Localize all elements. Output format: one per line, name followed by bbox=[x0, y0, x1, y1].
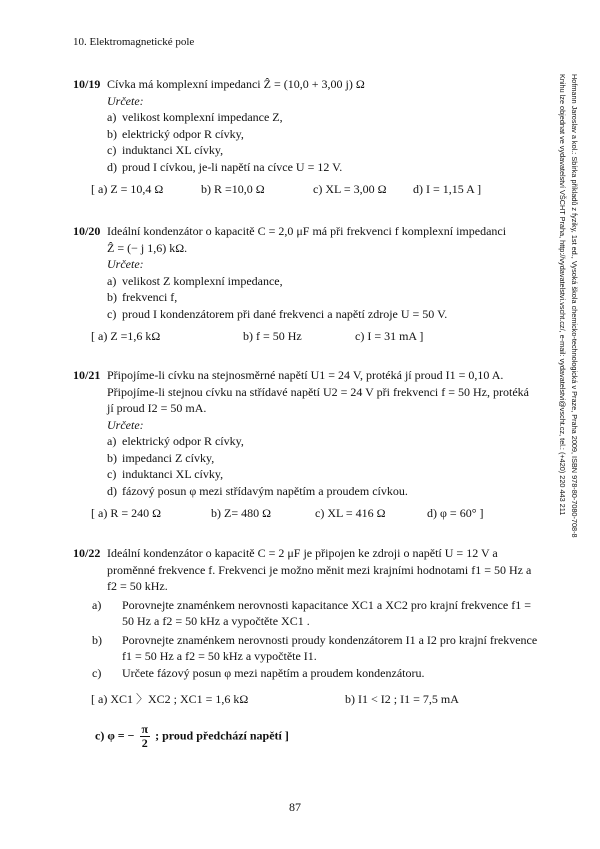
answers bbox=[91, 691, 538, 709]
item-text: induktanci XL cívky, bbox=[122, 467, 224, 481]
problem-number: 10/21 bbox=[73, 368, 101, 382]
answers bbox=[91, 181, 538, 199]
answer: c) XL = 416 Ω bbox=[315, 506, 386, 520]
item-letter: b) bbox=[107, 290, 117, 304]
item-text: elektrický odpor R cívky, bbox=[122, 434, 244, 448]
answers bbox=[91, 328, 538, 346]
problem-intro: Ideální kondenzátor o kapacitě C = 2,0 μF má při frekvenci f komplexní impedanci bbox=[107, 224, 507, 238]
problem-10-22 bbox=[73, 545, 538, 750]
item-letter: c) bbox=[107, 143, 117, 157]
fraction-numerator: π bbox=[141, 722, 149, 736]
item-text: impedanci Z cívky, bbox=[122, 450, 215, 465]
problem-number: 10/20 bbox=[73, 224, 101, 238]
problem-intro-2: Ẑ = (− j 1,6) kΩ. bbox=[107, 240, 188, 255]
side-note-line-1: Hofmann Jaroslav a kol.: Sbírka příkladů z fyziky, 1st ed., Vysoká škola chemicko-technologická v Praze, Praha 2009, ISBN 978-80-7080-708-8 bbox=[570, 74, 579, 538]
item-text: Porovnejte znaménkem nerovnosti proudy kondenzátorem I1 a I2 pro krajní frekvence f1 = 50 Hz a f2 = 50 kHz a vypočtěte I1. bbox=[122, 632, 538, 663]
task-label: Určete: bbox=[107, 417, 144, 432]
problem-10-21 bbox=[73, 367, 538, 523]
item-text: proud I kondenzátorem při dané frekvenci a napětí zdroje U = 50 V. bbox=[122, 306, 448, 321]
page-number: 87 bbox=[289, 800, 301, 814]
fraction-denominator: 2 bbox=[141, 736, 148, 750]
task-label: Určete: bbox=[107, 257, 144, 271]
item-text: velikost Z komplexní impedance, bbox=[122, 273, 283, 288]
answer: [ a) Z = 10,4 Ω bbox=[91, 182, 164, 196]
item-letter: a) bbox=[92, 597, 102, 612]
item-letter: a) bbox=[107, 434, 117, 448]
side-note-line-2: Knihu lze objednat ve vydavatelství VŠCHT Praha, http://vydavatelstvi.vscht.cz/, e-mail: vydavatelstvi@vscht.cz, tel.: (+420) 220 443 211 bbox=[558, 74, 567, 516]
answer: b) Z= 480 Ω bbox=[211, 506, 272, 520]
task-label: Určete: bbox=[107, 93, 144, 108]
answer: c) XL = 3,00 Ω bbox=[313, 182, 387, 196]
problem-intro: Cívka má komplexní impedanci Ẑ = (10,0 + 3,00 j) Ω bbox=[107, 77, 365, 91]
answer: b) R =10,0 Ω bbox=[201, 182, 265, 196]
item-letter: c) bbox=[92, 665, 102, 680]
answer: c) I = 31 mA ] bbox=[355, 329, 424, 343]
answer: d) φ = 60° ] bbox=[427, 506, 484, 520]
item-text: velikost komplexní impedance Z, bbox=[122, 110, 283, 124]
item-letter: a) bbox=[107, 273, 117, 288]
answer: [ a) XC1 〉XC2 ; XC1 = 1,6 kΩ bbox=[91, 692, 249, 706]
problem-number: 10/19 bbox=[73, 77, 101, 91]
item-text: frekvenci f, bbox=[122, 290, 178, 304]
item-letter: b) bbox=[92, 632, 102, 647]
item-letter: c) bbox=[107, 467, 117, 481]
answer: [ a) Z =1,6 kΩ bbox=[91, 329, 161, 343]
side-note bbox=[556, 74, 592, 574]
item-letter: a) bbox=[107, 110, 117, 124]
item-text: proud I cívkou, je-li napětí na cívce U = 12 V. bbox=[122, 159, 343, 174]
item-letter: b) bbox=[107, 450, 117, 465]
item-text: elektrický odpor R cívky, bbox=[122, 126, 244, 141]
item-letter: b) bbox=[107, 126, 117, 141]
problem-10-20 bbox=[73, 223, 538, 346]
answer: d) I = 1,15 A ] bbox=[413, 182, 482, 196]
fraction bbox=[140, 723, 151, 750]
item-text: Určete fázový posun φ mezi napětím a proudem kondenzátoru. bbox=[122, 665, 425, 680]
chapter-header: 10. Elektromagnetické pole bbox=[73, 36, 195, 48]
item-text: Porovnejte znaménkem nerovnosti kapacitance XC1 a XC2 pro krajní frekvence f1 = 50 Hz a f2 = 50 kHz a vypočtěte XC1 . bbox=[122, 597, 531, 628]
answer: b) I1 < I2 ; I1 = 7,5 mA bbox=[345, 692, 459, 706]
answer: [ a) R = 240 Ω bbox=[91, 506, 162, 520]
problem-number: 10/22 bbox=[73, 546, 101, 560]
answer-c-suffix: ; proud předchází napětí ] bbox=[155, 728, 289, 743]
item-letter: d) bbox=[107, 483, 117, 498]
answer-c-prefix: c) φ = − bbox=[95, 728, 135, 743]
item-letter: d) bbox=[107, 159, 117, 174]
answer: b) f = 50 Hz bbox=[243, 329, 302, 343]
item-text: fázový posun φ mezi střídavým napětím a proudem cívkou. bbox=[122, 483, 408, 498]
problem-intro: Připojíme-li cívku na stejnosměrné napětí U1 = 24 V, protéká jí proud I1 = 0,10 A. Připojíme-li stejnou cívku na střídavé napětí U2 = 24 V při frekvenci f = 50 Hz, protéká jí proud I2 = 50 mA. bbox=[107, 368, 529, 415]
problem-10-19 bbox=[73, 76, 538, 199]
answer-c bbox=[95, 723, 538, 750]
problem-intro: Ideální kondenzátor o kapacitě C = 2 μF je připojen ke zdroji o napětí U = 12 V a proměnné frekvence f. Frekvenci je možno měnit mezi krajními hodnotami f1 = 50 Hz a f2 = 50 kHz. bbox=[107, 546, 532, 593]
item-letter: c) bbox=[107, 306, 117, 321]
item-text: induktanci XL cívky, bbox=[122, 143, 224, 157]
answers bbox=[91, 505, 538, 523]
